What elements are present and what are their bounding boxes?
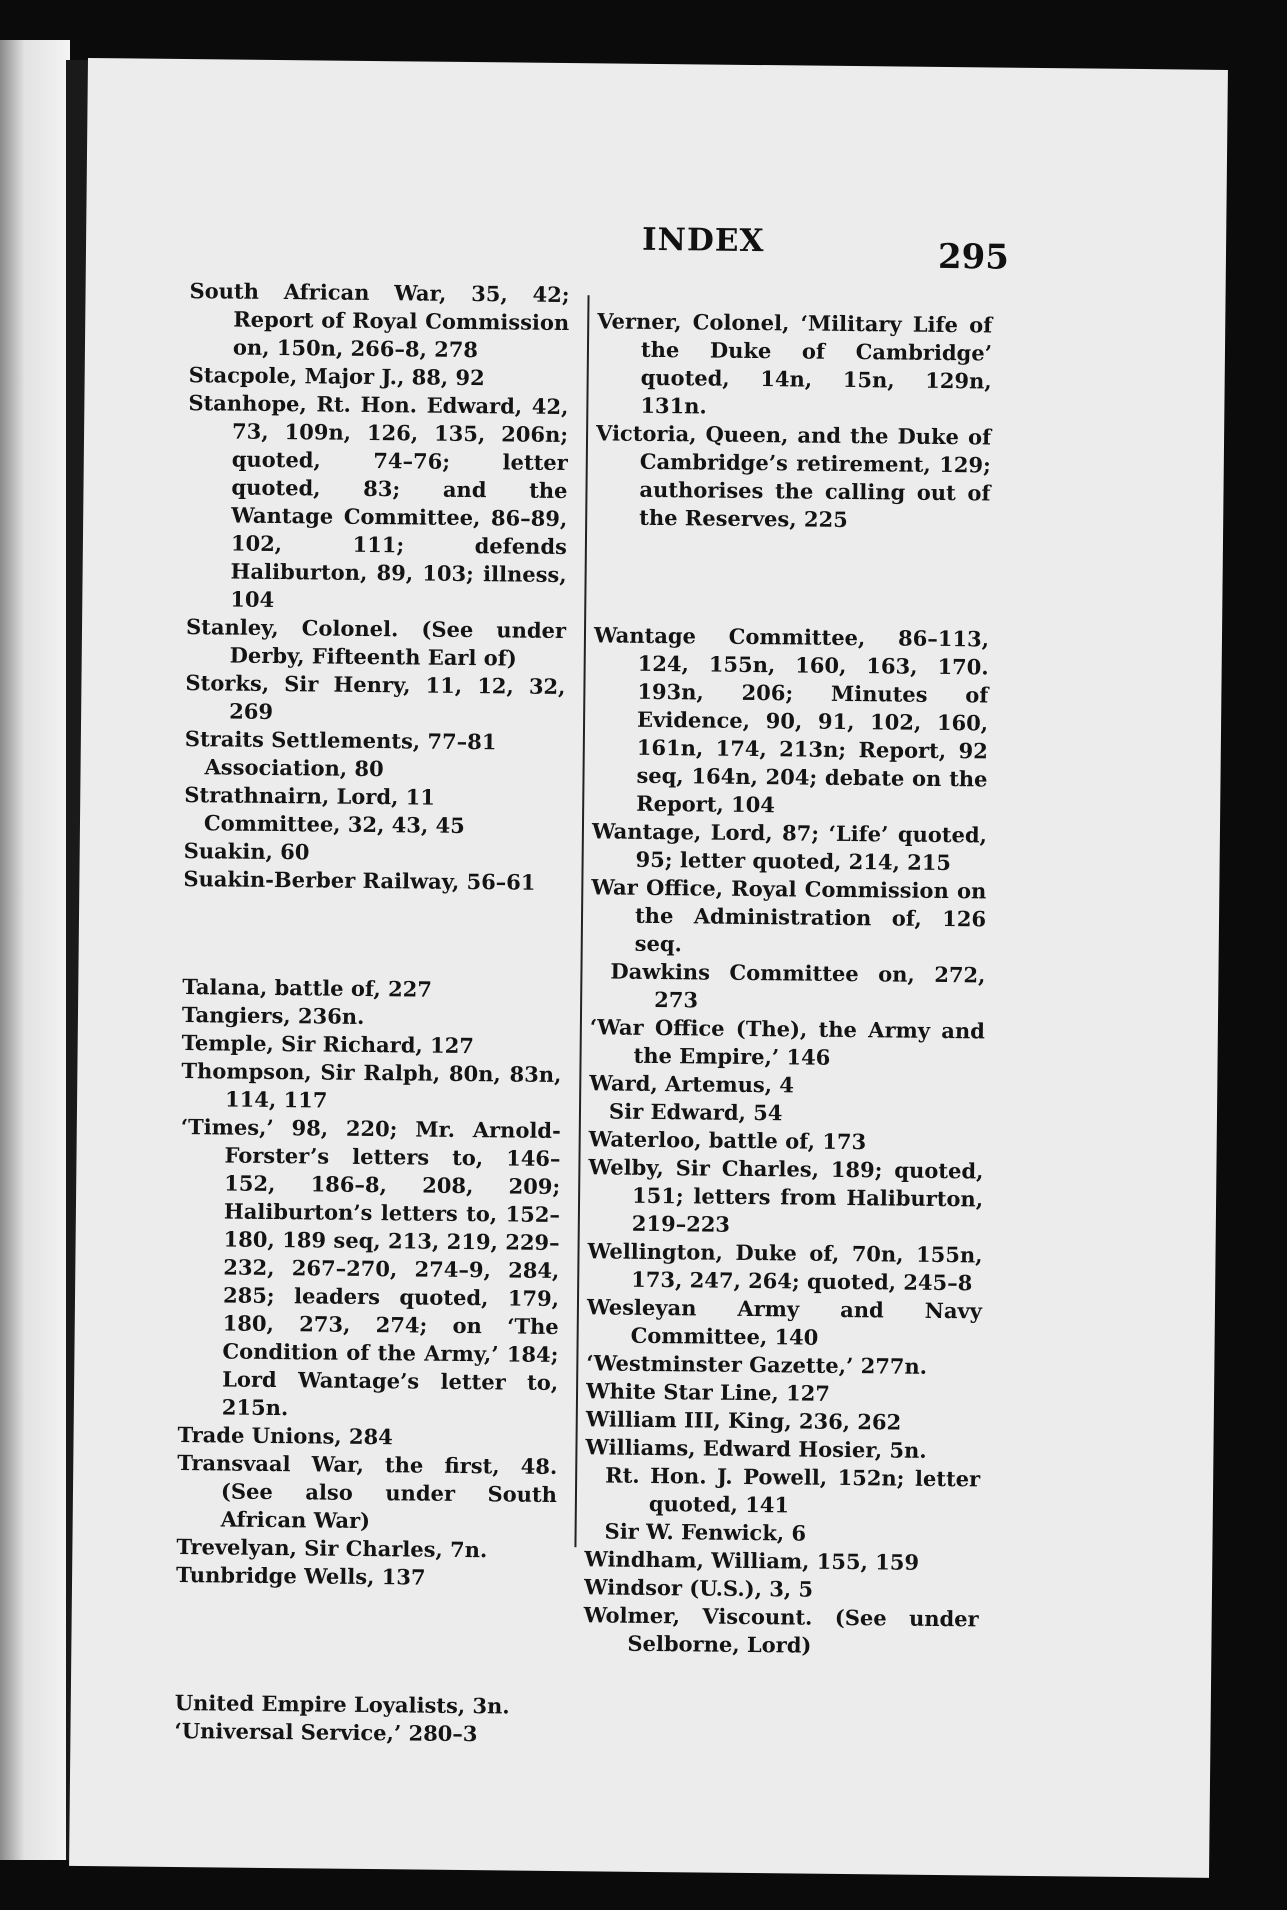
- index-entry: War Office, Royal Commission on the Administration of, 126 seq.: [591, 874, 987, 957]
- adjacent-page-edge: [0, 40, 70, 1860]
- index-entry: South African War, 35, 42; Report of Royal Commission on, 150n, 266–8, 278: [189, 278, 570, 363]
- index-subentry: Sir Edward, 54: [608, 1098, 783, 1126]
- index-entry: Windsor (U.S.), 3, 5: [583, 1574, 814, 1602]
- index-entry: Transvaal War, the first, 48. (See also under South African War): [177, 1450, 558, 1534]
- index-subentry: Dawkins Committee on, 272, 273: [610, 958, 986, 1013]
- page-number: 295: [937, 236, 1010, 278]
- index-entry: Talana, battle of, 227: [182, 974, 433, 1002]
- index-entry: Strathnairn, Lord, 11: [184, 782, 436, 810]
- index-entry: White Star Line, 127: [585, 1378, 831, 1406]
- page-title: INDEX: [641, 221, 765, 260]
- index-entry: Wantage, Lord, 87; ‘Life’ quoted, 95; letter quoted, 214, 215: [591, 818, 988, 876]
- index-column-left: [174, 277, 569, 1749]
- index-entry: Tunbridge Wells, 137: [175, 1562, 426, 1590]
- index-subentry: Sir W. Fenwick, 6: [604, 1518, 807, 1546]
- index-entry: Victoria, Queen, and the Duke of Cambridge’s retirement, 129; authorises the calling out of the Reserves, 225: [595, 420, 992, 532]
- index-entry: Waterloo, battle of, 173: [588, 1126, 867, 1155]
- index-entry: William III, King, 236, 262: [585, 1406, 902, 1435]
- book-page: [69, 58, 1228, 1878]
- letter-group-gap: [175, 1589, 556, 1693]
- index-entry: Stanley, Colonel. (See under Derby, Fifteenth Earl of): [185, 614, 567, 671]
- index-subentry: Association, 80: [204, 754, 384, 782]
- letter-group-gap: [182, 893, 563, 977]
- index-entry: Straits Settlements, 77–81: [184, 726, 497, 755]
- index-entry: Trevelyan, Sir Charles, 7n.: [176, 1534, 488, 1563]
- index-entry: Williams, Edward Hosier, 5n.: [585, 1434, 927, 1463]
- index-entry: Suakin, 60: [183, 838, 310, 865]
- index-entry: Ward, Artemus, 4: [589, 1070, 795, 1098]
- index-entry: Trade Unions, 284: [177, 1422, 393, 1450]
- index-entry: Windham, William, 155, 159: [584, 1546, 920, 1575]
- index-subentry: Committee, 32, 43, 45: [203, 810, 465, 838]
- index-entry: ‘War Office (The), the Army and the Empire,’ 146: [589, 1014, 985, 1070]
- index-entry: Wesleyan Army and Navy Committee, 140: [586, 1294, 983, 1350]
- index-entry: Wantage Committee, 86–113, 124, 155n, 160, 163, 170. 193n, 206; Minutes of Evidence, 90, 91, 102, 160, 161n, 174, 213n; Report, 92 seq, 164n, 204; debate on the Report, 104: [593, 622, 990, 818]
- index-entry: Temple, Sir Richard, 127: [181, 1030, 475, 1059]
- index-entry: ‘Westminster Gazette,’ 277n.: [586, 1350, 928, 1379]
- index-entry: Stanhope, Rt. Hon. Edward, 42, 73, 109n, 126, 135, 206n; quoted, 74–76; letter quoted, 83; and the Wantage Committee, 86–89, 102, 111; defends Haliburton, 89, 103; illness, 104: [188, 390, 569, 612]
- index-entry: Stacpole, Major J., 88, 92: [188, 362, 485, 391]
- index-entry: Wolmer, Viscount. (See under Selborne, Lord): [583, 1602, 979, 1658]
- index-entry: ‘Universal Service,’ 280–3: [174, 1717, 478, 1747]
- index-entry: Welby, Sir Charles, 189; quoted, 151; letters from Haliburton, 219–223: [588, 1154, 984, 1237]
- index-entry: ‘Times,’ 98, 220; Mr. Arnold-Forster’s letters to, 146–152, 186–8, 208, 209; Haliburton’s letters to, 152–180, 189 seq, 213, 219, 229–232, 267–270, 274–9, 284, 285; leaders quoted, 179, 180, 273, 274; on ‘The Condition of the Army,’ 184; Lord Wantage’s letter to, 215n.: [180, 1114, 561, 1421]
- index-entry: United Empire Loyalists, 3n.: [174, 1689, 510, 1719]
- index-entry: Wellington, Duke of, 70n, 155n, 173, 247, 264; quoted, 245–8: [587, 1238, 983, 1296]
- index-column-right: [583, 307, 992, 1661]
- index-entry: Verner, Colonel, ‘Military Life of the Duke of Cambridge’ quoted, 14n, 15n, 129n, 131n.: [597, 308, 993, 419]
- index-entry: Tangiers, 236n.: [181, 1002, 365, 1029]
- index-entry: Storks, Sir Henry, 11, 12, 32, 269: [185, 670, 566, 724]
- index-entry: Suakin-Berber Railway, 56–61: [183, 866, 536, 895]
- index-subentry: Rt. Hon. J. Powell, 152n; letter quoted, 141: [605, 1462, 981, 1518]
- index-entry: Thompson, Sir Ralph, 80n, 83n, 114, 117: [181, 1058, 562, 1113]
- letter-group-gap: [594, 531, 990, 625]
